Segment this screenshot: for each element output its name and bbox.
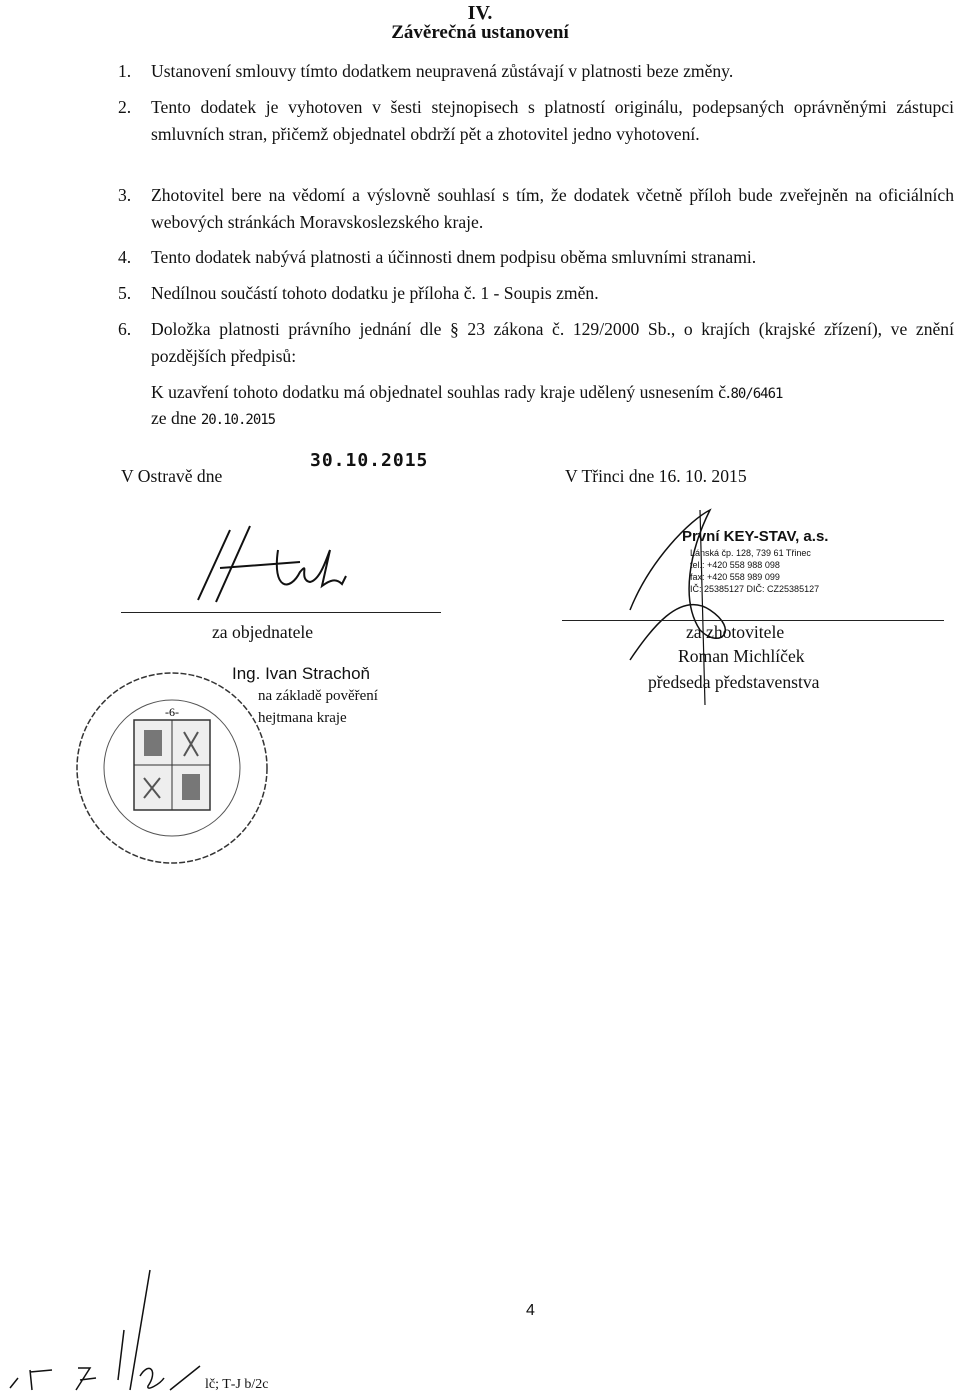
- right-role: za zhotovitele: [686, 622, 785, 642]
- company-stamp-fax: fax: +420 558 989 099: [690, 572, 780, 582]
- clause-1: [118, 58, 954, 85]
- left-authority-line2: hejtmana kraje: [258, 710, 347, 726]
- right-position: předseda představenstva: [648, 672, 820, 692]
- left-date-stamp: 30.10.2015: [310, 450, 429, 471]
- clause-text: Tento dodatek nabývá platnosti a účinnosti dnem podpisu oběma smluvními stranami.: [151, 247, 757, 267]
- clause-number: 5.: [118, 283, 132, 303]
- clause-text: Zhotovitel bere na vědomí a výslovně souhlasí s tím, že dodatek včetně příloh bude zveřejněn na oficiálních webových stránkách Moravskoslezského kraje.: [151, 185, 954, 232]
- company-stamp-ids: IČ: 25385127 DIČ: CZ25385127: [690, 584, 820, 594]
- approval-date-label: ze dne: [151, 408, 197, 428]
- clause-text: Doložka platnosti právního jednání dle § 23 zákona č. 129/2000 Sb., o krajích (krajské zřízení), ve znění pozdějších předpisů:: [151, 319, 954, 366]
- clause-2: [118, 94, 954, 148]
- section-number: IV.: [467, 2, 493, 24]
- section-title: Závěrečná ustanovení: [391, 22, 569, 43]
- left-place-date-label: V Ostravě dne: [121, 466, 223, 486]
- left-name: Ing. Ivan Strachoň: [232, 664, 370, 683]
- page-number: 4: [526, 1302, 535, 1319]
- left-role: za objednatele: [212, 622, 314, 642]
- clause-3: [118, 182, 954, 236]
- right-name: Roman Michlíček: [678, 646, 805, 666]
- clause-number: 6.: [118, 319, 132, 339]
- clause-number: 4.: [118, 247, 132, 267]
- approval-clause: [151, 380, 956, 432]
- left-signature-icon: [180, 520, 370, 610]
- left-authority-line1: na základě pověření: [258, 688, 378, 704]
- clause-number: 2.: [118, 97, 132, 117]
- clause-4: [118, 244, 954, 271]
- right-place-date: V Třinci dne 16. 10. 2015: [565, 466, 747, 486]
- clause-number: 3.: [118, 185, 132, 205]
- right-signature-line: [562, 620, 944, 621]
- resolution-number: 80/6461: [730, 386, 783, 402]
- clause-5: [118, 280, 954, 307]
- left-signature-line: [121, 612, 441, 613]
- approval-text: K uzavření tohoto dodatku má objednatel souhlas rady kraje udělený usnesením č.: [151, 382, 731, 402]
- company-stamp-address: Lánská čp. 128, 739 61 Třinec: [690, 548, 811, 558]
- company-stamp-tel: tel.: +420 558 988 098: [690, 560, 780, 570]
- clause-number: 1.: [118, 61, 132, 81]
- initials-text: lč; T‑J b/2c: [205, 1377, 269, 1392]
- seal-number: -6-: [165, 705, 179, 719]
- initials-icon: [0, 1260, 269, 1398]
- company-stamp-name: První KEY-STAV, a.s.: [682, 528, 829, 545]
- clause-text: Tento dodatek je vyhotoven v šesti stejnopisech s platností originálu, podepsaných oprávněnými zástupci smluvních stran, přičemž objednatel obdrží pět a zhotovitel jedno vyhotovení.: [151, 97, 954, 144]
- regional-seal-icon: [72, 668, 272, 868]
- seal-outer-top: [0, 0, 1, 1]
- clause-6: [118, 316, 954, 370]
- resolution-date: 20.10.2015: [200, 412, 276, 428]
- clause-text: Ustanovení smlouvy tímto dodatkem neupravená zůstávají v platnosti beze změny.: [151, 61, 734, 81]
- clause-text: Nedílnou součástí tohoto dodatku je příloha č. 1 - Soupis změn.: [151, 283, 599, 303]
